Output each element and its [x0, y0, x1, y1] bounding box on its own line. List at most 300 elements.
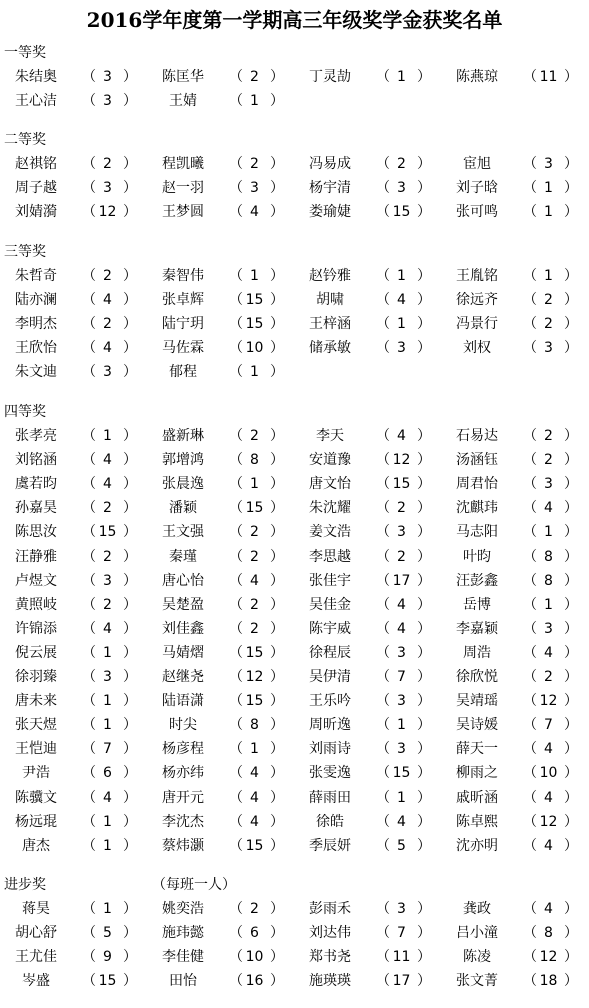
class-number-value: 2: [397, 500, 406, 517]
paren-open: （: [82, 925, 96, 942]
paren-close: ）: [564, 316, 578, 333]
class-number: [223, 900, 286, 918]
award-entry: [147, 176, 294, 200]
student-name: 杨远琨: [15, 813, 57, 830]
paren-close: ）: [123, 364, 137, 381]
class-number-value: 4: [397, 292, 406, 309]
paren-close: ）: [270, 524, 284, 541]
class-number: [517, 68, 580, 86]
class-number-value: 3: [103, 669, 112, 685]
award-row: [0, 921, 589, 945]
award-row: [0, 665, 589, 689]
class-number-value: 3: [103, 364, 112, 381]
class-number: [76, 813, 139, 831]
award-entry: [441, 496, 588, 520]
paren-open: （: [229, 156, 243, 172]
paren-close: ）: [417, 596, 431, 613]
paren-open: （: [82, 572, 96, 589]
class-number-value: 4: [103, 620, 112, 637]
class-number: [370, 924, 433, 942]
paren-open: （: [229, 524, 243, 541]
paren-open: （: [523, 428, 537, 444]
award-row: [0, 65, 589, 89]
award-row: [0, 641, 589, 665]
paren-close: ）: [123, 69, 137, 85]
paren-open: （: [82, 476, 96, 493]
class-number-value: 3: [103, 572, 112, 589]
paren-open: （: [376, 428, 390, 444]
class-number: [76, 900, 139, 918]
class-number-value: 8: [250, 717, 259, 734]
award-entry: [0, 496, 147, 520]
class-number: [370, 789, 433, 807]
class-number: [76, 267, 139, 285]
paren-open: （: [82, 813, 96, 830]
student-name: 龚政: [463, 901, 491, 917]
class-number: [517, 427, 580, 445]
award-entry: [294, 200, 441, 224]
student-name: 潘颖: [169, 500, 197, 517]
award-row: [0, 520, 589, 544]
class-number-value: 1: [544, 204, 553, 221]
award-row: [0, 617, 589, 641]
paren-close: ）: [123, 572, 137, 589]
class-number: [223, 267, 286, 285]
student-name: 王欣怡: [15, 340, 57, 357]
award-row: [0, 89, 589, 113]
paren-close: ）: [270, 620, 284, 637]
student-name: 吴靖瑶: [456, 693, 498, 710]
class-number-value: 10: [539, 765, 558, 782]
paren-open: （: [376, 500, 390, 517]
award-entry: [147, 545, 294, 569]
paren-close: ）: [123, 316, 137, 333]
paren-open: （: [523, 837, 537, 854]
page-title: 2016学年度第一学期高三年级奖学金获奖名单: [86, 8, 503, 32]
student-name: 徐皓: [316, 813, 344, 830]
student-name: 陈凌: [463, 949, 491, 966]
class-number: [223, 764, 286, 782]
paren-close: ）: [123, 973, 137, 990]
paren-open: （: [82, 204, 96, 221]
class-number: [76, 620, 139, 638]
paren-close: ）: [564, 69, 578, 85]
award-entry: [0, 288, 147, 312]
paren-close: ）: [417, 268, 431, 284]
class-number: [76, 948, 139, 966]
paren-close: ）: [564, 669, 578, 685]
award-entry: [294, 665, 441, 689]
paren-close: ）: [123, 669, 137, 685]
student-name: 汪静雅: [15, 548, 57, 565]
class-number: [517, 948, 580, 966]
paren-close: ）: [417, 476, 431, 493]
class-number-value: 2: [544, 669, 553, 685]
paren-open: （: [523, 717, 537, 734]
class-number: [370, 499, 433, 517]
class-number: [517, 203, 580, 221]
class-number: [76, 92, 139, 110]
student-name: 郭增鸿: [162, 452, 204, 469]
student-name: 柳雨之: [456, 765, 498, 782]
class-number: [370, 451, 433, 469]
paren-close: ）: [270, 180, 284, 197]
paren-open: （: [229, 925, 243, 942]
paren-open: （: [82, 548, 96, 565]
class-number: [517, 620, 580, 638]
class-number-value: 15: [245, 693, 264, 710]
paren-close: ）: [123, 156, 137, 172]
paren-open: （: [523, 500, 537, 517]
paren-close: ）: [270, 596, 284, 613]
class-number-value: 12: [539, 813, 558, 830]
class-number-value: 15: [245, 837, 264, 854]
student-name: 冯易成: [309, 156, 351, 172]
student-name: 蒋昊: [22, 901, 50, 917]
class-number-value: 1: [103, 901, 112, 917]
award-entry: [441, 152, 588, 176]
paren-close: ）: [564, 156, 578, 172]
student-name: 张孝亮: [15, 428, 57, 444]
award-entry: [441, 472, 588, 496]
paren-close: ）: [417, 741, 431, 758]
paren-open: （: [229, 268, 243, 284]
award-entry: [441, 312, 588, 336]
class-number-value: 1: [103, 717, 112, 734]
award-entry: [147, 264, 294, 288]
paren-open: （: [82, 644, 96, 661]
paren-close: ）: [417, 973, 431, 990]
student-name: 叶昀: [463, 548, 491, 565]
award-row: [0, 472, 589, 496]
paren-close: ）: [270, 93, 284, 110]
class-number-value: 15: [392, 765, 411, 782]
class-number: [76, 789, 139, 807]
award-entry: [147, 617, 294, 641]
award-row: [0, 360, 589, 384]
paren-close: ）: [270, 765, 284, 782]
paren-close: ）: [270, 292, 284, 309]
award-row: [0, 786, 589, 810]
paren-open: （: [82, 524, 96, 541]
paren-open: （: [376, 620, 390, 637]
student-name: 娄瑜婕: [309, 204, 351, 221]
class-number: [517, 813, 580, 831]
class-number-value: 4: [544, 837, 553, 854]
class-number: [76, 363, 139, 381]
paren-open: （: [82, 620, 96, 637]
paren-open: （: [523, 596, 537, 613]
award-entry: [0, 737, 147, 761]
class-number-value: 2: [250, 596, 259, 613]
student-name: 王梓涵: [309, 316, 351, 333]
paren-close: ）: [564, 901, 578, 917]
student-name: 王梦圆: [162, 204, 204, 221]
class-number: [517, 179, 580, 197]
class-number-value: 2: [544, 452, 553, 469]
class-number-value: 2: [250, 524, 259, 541]
class-number: [223, 948, 286, 966]
paren-open: （: [82, 949, 96, 966]
award-row: [0, 569, 589, 593]
class-number-value: 1: [250, 364, 259, 381]
paren-close: ）: [270, 644, 284, 661]
student-name: 朱结奥: [15, 69, 57, 85]
paren-open: （: [82, 292, 96, 309]
award-entry: [441, 176, 588, 200]
class-number-value: 4: [544, 500, 553, 517]
award-entry: [147, 834, 294, 858]
class-number: [370, 692, 433, 710]
paren-open: （: [376, 292, 390, 309]
student-name: 沈麒玮: [456, 500, 498, 517]
student-name: 吴伊清: [309, 669, 351, 685]
class-number-value: 2: [250, 548, 259, 565]
paren-close: ）: [564, 500, 578, 517]
paren-open: （: [229, 973, 243, 990]
paren-open: （: [229, 620, 243, 637]
paren-open: （: [376, 901, 390, 917]
class-number: [223, 668, 286, 686]
award-entry: [294, 545, 441, 569]
student-name: 张可鸣: [456, 204, 498, 221]
paren-close: ）: [123, 548, 137, 565]
paren-close: ）: [417, 901, 431, 917]
paren-close: ）: [123, 925, 137, 942]
student-name: 刘权: [463, 340, 491, 357]
paren-open: （: [229, 813, 243, 830]
student-name: 王婧: [169, 93, 197, 110]
student-name: 徐远齐: [456, 292, 498, 309]
class-number: [76, 339, 139, 357]
student-name: 徐程辰: [309, 644, 351, 661]
class-number-value: 2: [250, 620, 259, 637]
class-number-value: 1: [103, 813, 112, 830]
paren-open: （: [523, 524, 537, 541]
paren-open: （: [229, 596, 243, 613]
class-number: [223, 203, 286, 221]
student-name: 朱沈耀: [309, 500, 351, 517]
class-number-value: 2: [103, 596, 112, 613]
award-row: [0, 496, 589, 520]
award-row: [0, 312, 589, 336]
award-entry: [147, 786, 294, 810]
paren-open: （: [523, 204, 537, 221]
class-number-value: 9: [103, 949, 112, 966]
class-number: [223, 315, 286, 333]
award-entry: [441, 424, 588, 448]
award-row: [0, 152, 589, 176]
class-number-value: 2: [250, 69, 259, 85]
class-number-value: 8: [544, 925, 553, 942]
student-name: 汤涵钰: [456, 452, 498, 469]
class-number-value: 12: [98, 204, 117, 221]
class-number-value: 8: [544, 572, 553, 589]
paren-open: （: [82, 741, 96, 758]
class-number-value: 15: [245, 292, 264, 309]
paren-open: （: [376, 644, 390, 661]
class-number: [223, 692, 286, 710]
class-number: [370, 572, 433, 590]
class-number-value: 2: [544, 316, 553, 333]
student-name: 唐文怡: [309, 476, 351, 493]
award-entry: [0, 65, 147, 89]
class-number-value: 15: [392, 204, 411, 221]
student-name: 李思越: [309, 548, 351, 565]
student-name: 姜文浩: [309, 524, 351, 541]
award-entry: [0, 761, 147, 785]
paren-open: （: [376, 741, 390, 758]
class-number-value: 1: [103, 644, 112, 661]
student-name: 施玮懿: [162, 925, 204, 942]
award-row: [0, 969, 589, 993]
student-name: 李嘉颖: [456, 620, 498, 637]
award-entry: [441, 200, 588, 224]
class-number-value: 4: [544, 644, 553, 661]
paren-open: （: [523, 813, 537, 830]
paren-open: （: [229, 93, 243, 110]
student-name: 季辰妍: [309, 837, 351, 854]
paren-close: ）: [123, 524, 137, 541]
student-name: 张文菁: [456, 973, 498, 990]
class-number-value: 4: [103, 789, 112, 806]
class-number: [517, 523, 580, 541]
class-number: [370, 972, 433, 990]
award-entry: [147, 665, 294, 689]
paren-close: ）: [270, 69, 284, 85]
class-number: [370, 203, 433, 221]
paren-close: ）: [270, 973, 284, 990]
award-entry: [441, 921, 588, 945]
award-entry: [294, 810, 441, 834]
class-number: [223, 92, 286, 110]
class-number: [370, 900, 433, 918]
paren-open: （: [82, 789, 96, 806]
paren-close: ）: [123, 452, 137, 469]
paren-open: （: [376, 452, 390, 469]
award-entry: [441, 545, 588, 569]
paren-open: （: [82, 901, 96, 917]
paren-close: ）: [270, 316, 284, 333]
award-entry: [147, 945, 294, 969]
class-number-value: 15: [245, 644, 264, 661]
student-name: 周浩: [463, 644, 491, 661]
award-entry: [441, 810, 588, 834]
paren-open: （: [376, 156, 390, 172]
class-number-value: 15: [245, 316, 264, 333]
award-entry: [0, 786, 147, 810]
award-entry: [441, 897, 588, 921]
class-number-value: 1: [544, 524, 553, 541]
student-name: 安道豫: [309, 452, 351, 469]
award-entry: [294, 945, 441, 969]
class-number: [223, 155, 286, 173]
student-name: 时尖: [169, 717, 197, 734]
class-number-value: 1: [544, 596, 553, 613]
student-name: 虞若昀: [15, 476, 57, 493]
class-number-value: 2: [397, 156, 406, 172]
award-entry: [441, 288, 588, 312]
paren-open: （: [229, 572, 243, 589]
paren-open: （: [229, 789, 243, 806]
paren-close: ）: [564, 717, 578, 734]
paren-close: ）: [564, 340, 578, 357]
award-row: [0, 810, 589, 834]
student-name: 刘达伟: [309, 925, 351, 942]
paren-close: ）: [270, 925, 284, 942]
paren-open: （: [523, 901, 537, 917]
class-number: [517, 716, 580, 734]
paren-open: （: [376, 837, 390, 854]
award-entry: [441, 264, 588, 288]
paren-open: （: [523, 476, 537, 493]
paren-open: （: [376, 69, 390, 85]
student-name: 吴诗媛: [456, 717, 498, 734]
student-name: 刘雨诗: [309, 741, 351, 758]
class-number: [76, 596, 139, 614]
paren-close: ）: [564, 693, 578, 710]
award-entry: [147, 448, 294, 472]
class-number-value: 4: [103, 340, 112, 357]
class-number-value: 4: [397, 620, 406, 637]
student-name: 宦旭: [463, 156, 491, 172]
paren-close: ）: [417, 452, 431, 469]
paren-close: ）: [270, 476, 284, 493]
class-number: [76, 155, 139, 173]
section-title: 四等奖: [4, 404, 46, 420]
student-name: 陆宁玥: [162, 316, 204, 333]
paren-open: （: [523, 572, 537, 589]
class-number-value: 10: [245, 949, 264, 966]
paren-close: ）: [270, 901, 284, 917]
award-entry: [441, 641, 588, 665]
paren-close: ）: [417, 693, 431, 710]
paren-open: （: [376, 949, 390, 966]
paren-open: （: [376, 789, 390, 806]
award-entry: [147, 424, 294, 448]
class-number: [370, 475, 433, 493]
class-number: [517, 475, 580, 493]
class-number-value: 4: [544, 789, 553, 806]
paren-open: （: [523, 741, 537, 758]
class-number: [223, 475, 286, 493]
class-number: [370, 548, 433, 566]
class-number-value: 3: [397, 524, 406, 541]
paren-close: ）: [564, 837, 578, 854]
award-entry: [294, 424, 441, 448]
class-number-value: 1: [250, 268, 259, 284]
paren-open: （: [82, 364, 96, 381]
paren-open: （: [82, 669, 96, 685]
class-number-value: 1: [397, 789, 406, 806]
paren-close: ）: [417, 949, 431, 966]
award-entry: [147, 360, 294, 384]
paren-close: ）: [417, 340, 431, 357]
paren-close: ）: [270, 428, 284, 444]
class-number: [517, 596, 580, 614]
student-name: 唐杰: [22, 837, 50, 854]
award-entry: [294, 593, 441, 617]
student-name: 丁灵劼: [309, 69, 351, 85]
student-name: 许锦添: [15, 620, 57, 637]
paren-close: ）: [417, 644, 431, 661]
paren-open: （: [82, 837, 96, 854]
student-name: 胡心舒: [15, 925, 57, 942]
class-number: [76, 972, 139, 990]
class-number: [223, 451, 286, 469]
paren-close: ）: [123, 813, 137, 830]
award-entry: [441, 65, 588, 89]
